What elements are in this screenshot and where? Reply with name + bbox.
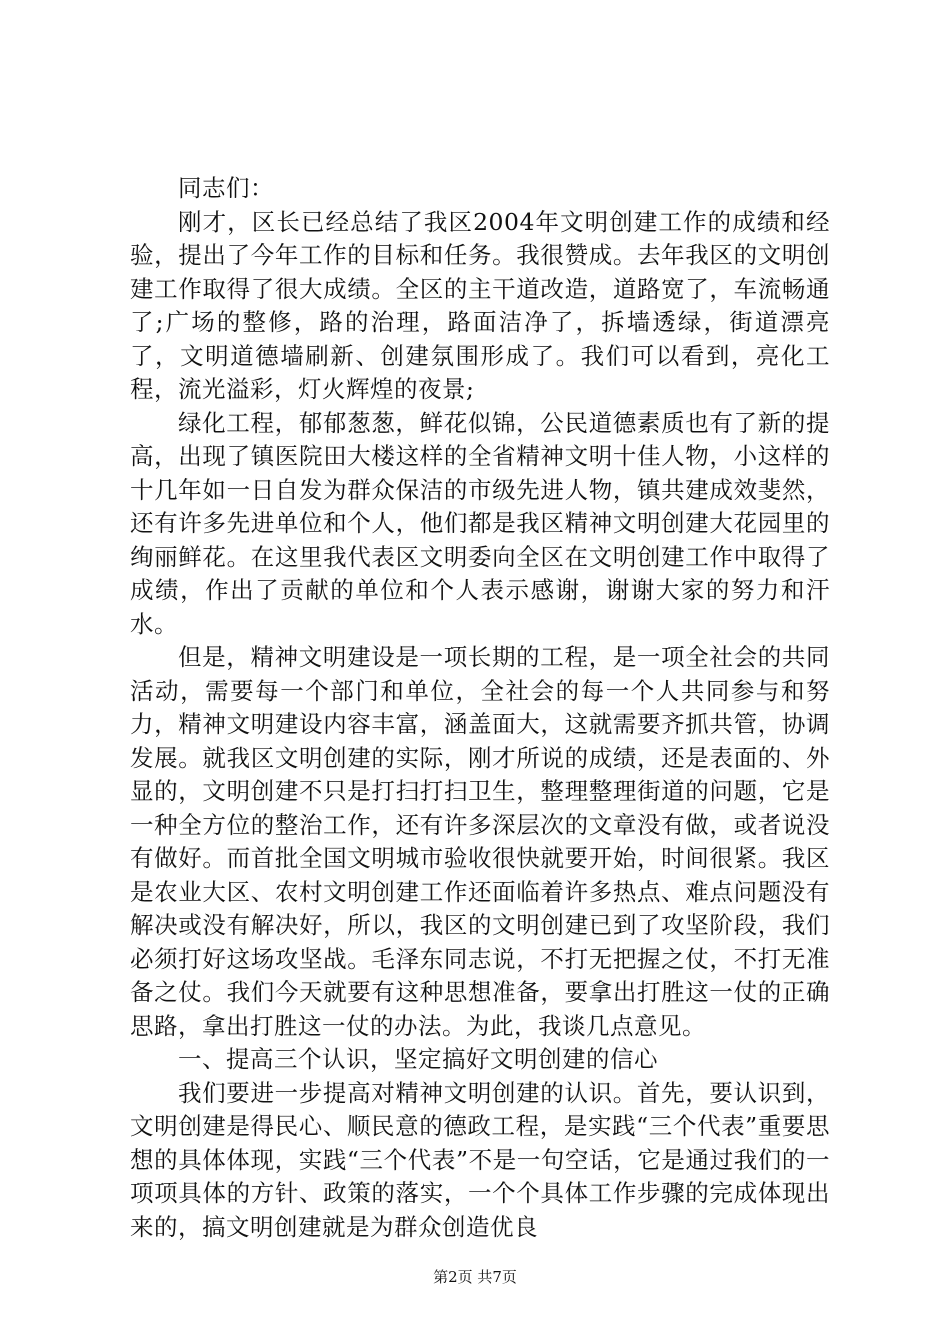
- paragraph: 刚才，区长已经总结了我区2004年文明创建工作的成绩和经验，提出了今年工作的目标和任务。我很赞成。去年我区的文明创建工作取得了很大成绩。全区的主干道改造，道路宽了，车流畅通了;广场的整修，路的治理，路面洁净了，拆墙透绿，街道漂亮了，文明道德墙刷新、创建氛围形成了。我们可以看到，亮化工程，流光溢彩，灯火辉煌的夜景;: [130, 207, 830, 403]
- document-body: [130, 172, 830, 1244]
- paragraph: 但是，精神文明建设是一项长期的工程，是一项全社会的共同活动，需要每一个部门和单位，全社会的每一个人共同参与和努力，精神文明建设内容丰富，涵盖面大，这就需要齐抓共管，协调发展。就我区文明创建的实际，刚才所说的成绩，还是表面的、外显的，文明创建不只是打扫打扫卫生，整理整理街道的问题，它是一种全方位的整治工作，还有许多深层次的文章没有做，或者说没有做好。而首批全国文明城市验收很快就要开始，时间很紧。我区是农业大区、农村文明创建工作还面临着许多热点、难点问题没有解决或没有解决好，所以，我区的文明创建已到了攻坚阶段，我们必须打好这场攻坚战。毛泽东同志说，不打无把握之仗，不打无准备之仗。我们今天就要有这种思想准备，要拿出打胜这一仗的正确思路，拿出打胜这一仗的办法。为此，我谈几点意见。: [130, 643, 830, 1040]
- section-heading: 一、提高三个认识，坚定搞好文明创建的信心: [178, 1045, 658, 1073]
- page-number-footer: 第2页 共7页: [433, 1268, 517, 1286]
- paragraph: 我们要进一步提高对精神文明创建的认识。首先，要认识到，文明创建是得民心、顺民意的德政工程，是实践“三个代表”重要思想的具体体现，实践“三个代表”不是一句空话，它是通过我们的一项项具体的方针、政策的落实，一个个具体工作步骤的完成体现出来的，搞文明创建就是为群众创造优良: [130, 1078, 830, 1241]
- paragraph-salutation: 同志们：: [178, 174, 274, 202]
- paragraph: 绿化工程，郁郁葱葱，鲜花似锦，公民道德素质也有了新的提高，出现了镇医院田大楼这样的全省精神文明十佳人物，小这样的十几年如一日自发为群众保洁的市级先进人物，镇共建成效斐然，还有许多先进单位和个人，他们都是我区精神文明创建大花园里的绚丽鲜花。在这里我代表区文明委向全区在文明创建工作中取得了成绩，作出了贡献的单位和个人表示感谢，谢谢大家的努力和汗水。: [130, 408, 830, 638]
